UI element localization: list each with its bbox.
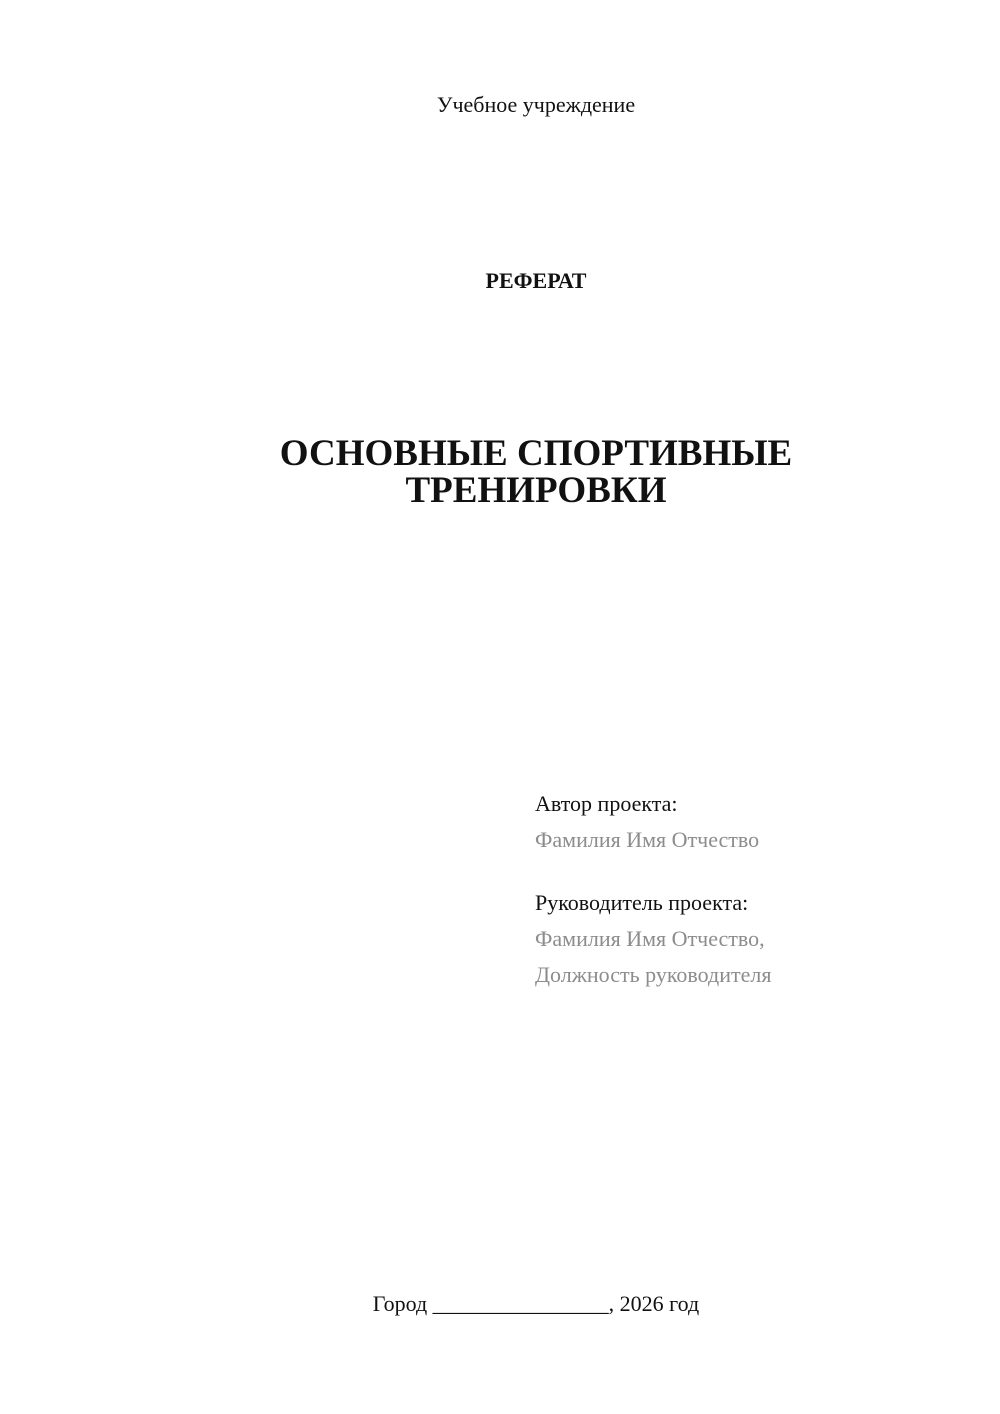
title-line-2: ТРЕНИРОВКИ	[405, 470, 667, 511]
document-title	[0, 435, 1000, 509]
supervisor-name: Фамилия Имя Отчество,	[535, 926, 765, 951]
document-type: РЕФЕРАТ	[485, 268, 587, 293]
institution-name: Учебное учреждение	[436, 92, 636, 117]
author-name: Фамилия Имя Отчество	[535, 827, 760, 852]
author-label: Автор проекта:	[535, 791, 678, 816]
title-line-1: ОСНОВНЫЕ СПОРТИВНЫЕ	[279, 433, 793, 474]
supervisor-label: Руководитель проекта:	[535, 890, 749, 915]
authors-block	[535, 786, 771, 993]
supervisor-position: Должность руководителя	[535, 962, 772, 987]
authors-spacer	[535, 858, 771, 885]
city-year-line: Город ________________, 2026 год	[372, 1291, 700, 1316]
